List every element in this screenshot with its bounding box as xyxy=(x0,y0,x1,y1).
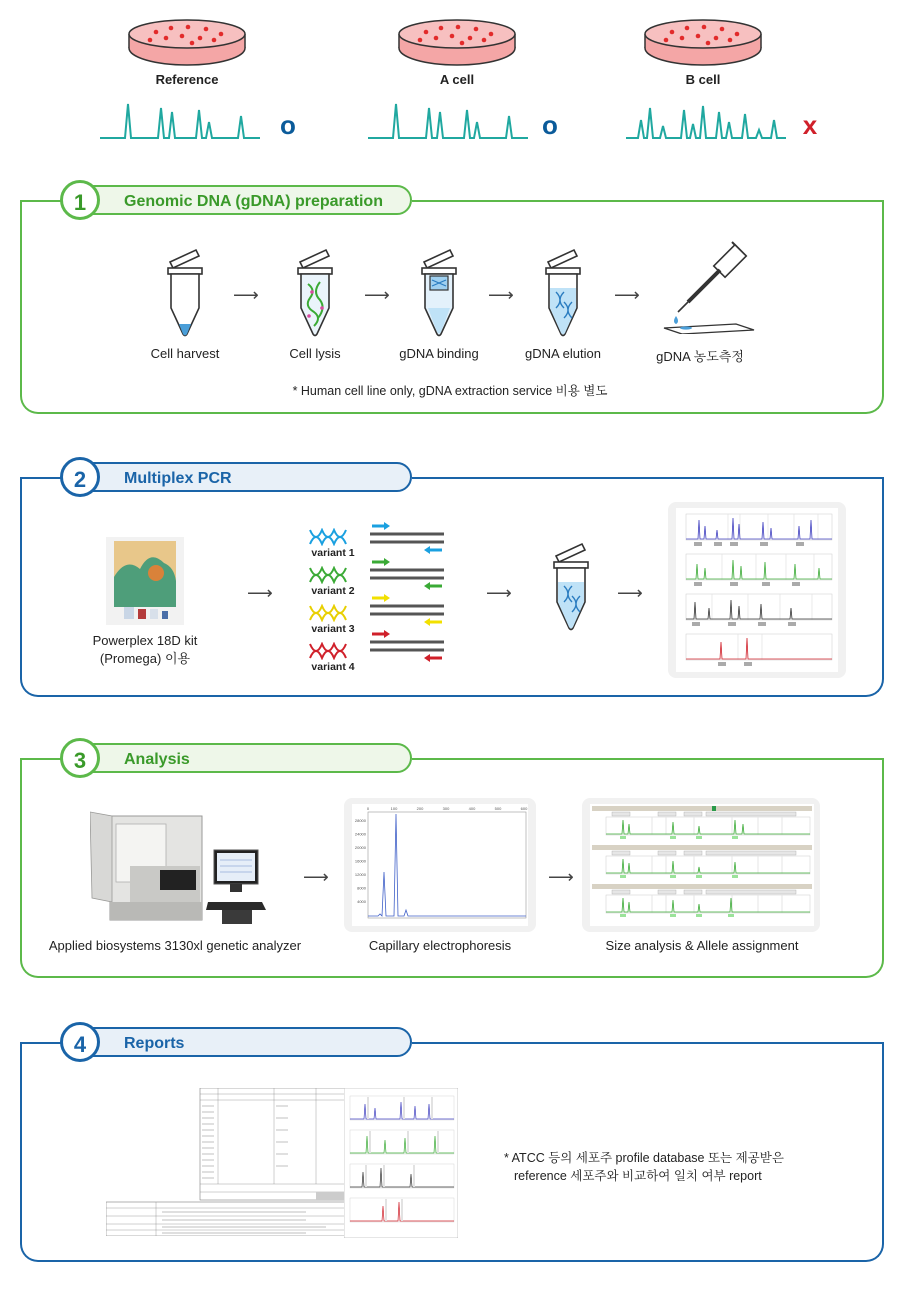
analyzer-caption: Applied biosystems 3130xl genetic analyzer xyxy=(48,938,302,953)
arrow-right-icon: ⟶ xyxy=(614,285,640,305)
section4-note-line1: * ATCC 등의 세포주 profile database 또는 제공받은 xyxy=(504,1151,784,1165)
variant-label: variant 4 xyxy=(311,661,355,673)
capillary-electrophoresis-chart xyxy=(344,798,536,932)
arrow-right-icon: ⟶ xyxy=(486,583,512,603)
ce-y-tick-label: 16000 xyxy=(354,858,366,864)
genetic-analyzer-image xyxy=(90,806,270,930)
tube-cell-harvest-icon xyxy=(162,248,208,340)
ce-y-tick-label: 8000 xyxy=(357,885,366,891)
section1-number: 1 xyxy=(60,180,100,220)
allele-assignment-image xyxy=(582,798,820,932)
match-result-b-cell: x xyxy=(802,110,818,140)
pipette-measurement-icon xyxy=(662,236,758,334)
tube-gdna-binding-icon xyxy=(416,248,462,340)
powerplex-kit-image xyxy=(106,537,184,625)
petri-dish-a-cell xyxy=(396,18,518,68)
section4-frame-top-left xyxy=(20,1042,64,1044)
section4-note-line2: reference 세포주와 비교하여 일치 여부 report xyxy=(514,1169,762,1183)
section1-frame-top-left xyxy=(20,200,64,202)
ce-caption: Capillary electrophoresis xyxy=(368,938,512,953)
ce-y-tick-label: 24000 xyxy=(354,831,366,837)
section1-frame-top-right xyxy=(412,200,884,202)
arrow-right-icon: ⟶ xyxy=(233,285,259,305)
peak-trace-b-cell xyxy=(626,100,786,140)
dna-variant-4-icon xyxy=(308,642,352,660)
section3-frame-top-right xyxy=(412,758,884,760)
size-analysis-panel xyxy=(582,798,820,932)
tube-pcr-product-icon xyxy=(548,542,594,634)
arrow-right-icon: ⟶ xyxy=(617,583,643,603)
electropherogram-image xyxy=(668,502,846,678)
report-electropherogram-image xyxy=(344,1088,458,1238)
dna-variant-3-icon xyxy=(308,604,352,622)
petri-dish-b-cell xyxy=(642,18,764,68)
step-label: Cell harvest xyxy=(150,346,220,361)
sample-name-reference: Reference xyxy=(155,72,219,87)
kit-label-line1: Powerplex 18D kit xyxy=(92,633,198,648)
petri-dish-reference xyxy=(126,18,248,68)
arrow-right-icon: ⟶ xyxy=(364,285,390,305)
section2-number: 2 xyxy=(60,457,100,497)
section2-frame-top-right xyxy=(412,477,884,479)
variant-label: variant 1 xyxy=(311,547,355,559)
variant-label: variant 3 xyxy=(311,623,355,635)
dna-variant-2-icon xyxy=(308,566,352,584)
ce-y-tick-label: 20000 xyxy=(354,845,366,850)
variant-label: variant 2 xyxy=(311,585,355,597)
tube-cell-lysis-icon xyxy=(292,248,338,340)
arrow-right-icon: ⟶ xyxy=(488,285,514,305)
section4-number: 4 xyxy=(60,1022,100,1062)
match-result-reference: o xyxy=(280,110,296,140)
ce-x-tick-label: 0 xyxy=(366,806,370,811)
section3-frame-top-left xyxy=(20,758,64,760)
ce-x-tick-label: 400 xyxy=(468,806,476,811)
step-label: gDNA 농도측정 xyxy=(656,349,744,364)
section1-note: * Human cell line only, gDNA extraction service 비용 별도 xyxy=(292,384,608,398)
section2-title: Multiplex PCR xyxy=(62,462,412,492)
ce-x-tick-label: 300 xyxy=(442,806,450,811)
step-label: gDNA binding xyxy=(399,346,479,361)
report-table-image xyxy=(106,1088,346,1236)
section4-title: Reports xyxy=(62,1027,412,1057)
section4-frame-top-right xyxy=(412,1042,884,1044)
primer-amplification-diagram xyxy=(368,518,446,668)
sample-name-a-cell: A cell xyxy=(439,72,475,87)
peak-trace-reference xyxy=(100,100,260,140)
ce-x-tick-label: 200 xyxy=(416,806,424,811)
section2-frame-top-left xyxy=(20,477,64,479)
ce-x-tick-label: 500 xyxy=(494,806,502,811)
ce-y-tick-label: 28000 xyxy=(354,818,366,823)
electropherogram-panel xyxy=(668,502,846,678)
allele-caption: Size analysis & Allele assignment xyxy=(605,938,799,953)
ce-x-tick-label: 600 xyxy=(520,806,528,811)
match-result-a-cell: o xyxy=(542,110,558,140)
ce-y-tick-label: 12000 xyxy=(354,872,366,877)
sample-name-b-cell: B cell xyxy=(685,72,721,87)
capillary-electrophoresis-panel xyxy=(344,798,536,932)
peak-trace-a-cell xyxy=(368,100,528,140)
ce-y-tick-label: 4000 xyxy=(357,899,366,904)
section3-number: 3 xyxy=(60,738,100,778)
section3-title: Analysis xyxy=(62,743,412,773)
arrow-right-icon: ⟶ xyxy=(303,867,329,887)
arrow-right-icon: ⟶ xyxy=(247,583,273,603)
section1-title: Genomic DNA (gDNA) preparation xyxy=(62,185,412,215)
step-label: Cell lysis xyxy=(289,346,341,361)
arrow-right-icon: ⟶ xyxy=(548,867,574,887)
tube-gdna-elution-icon xyxy=(540,248,586,340)
ce-x-tick-label: 100 xyxy=(390,806,398,811)
step-label: gDNA elution xyxy=(525,346,601,361)
dna-variant-1-icon xyxy=(308,528,352,546)
kit-label-line2: (Promega) 이용 xyxy=(99,651,191,666)
